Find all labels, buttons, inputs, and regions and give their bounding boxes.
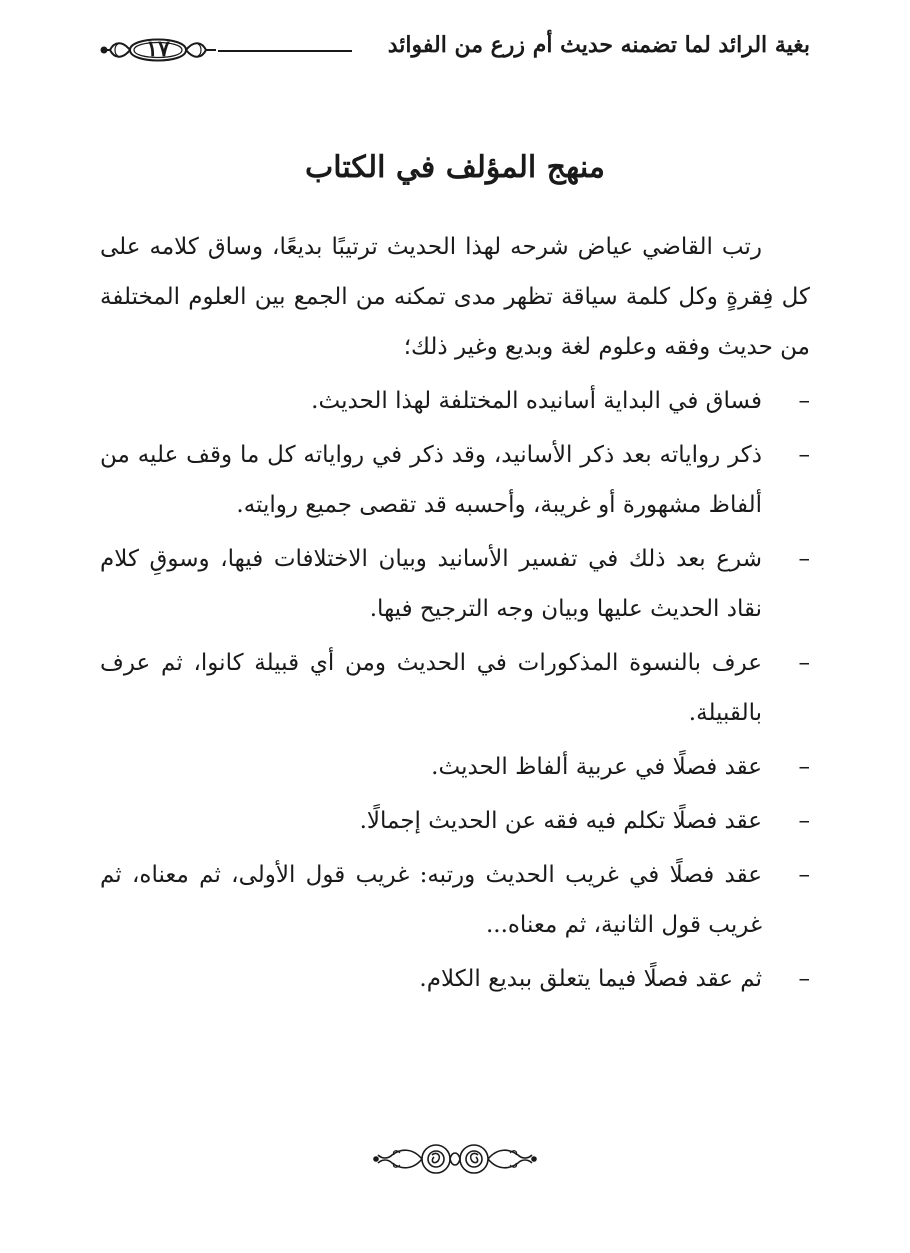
list-item-text: عقد فصلًا تكلم فيه فقه عن الحديث إجمالًا.	[359, 808, 762, 834]
bullet-dash: –	[798, 808, 810, 834]
list-item-text: ثم عقد فصلًا فيما يتعلق ببديع الكلام.	[419, 966, 762, 992]
list-item-text: فساق في البداية أسانيده المختلفة لهذا الحديث.	[311, 388, 762, 414]
list-item	[100, 796, 810, 846]
list-item	[100, 430, 810, 530]
list-item	[100, 638, 810, 738]
running-title: بغية الرائد لما تضمنه حديث أم زرع من الفوائد	[387, 32, 810, 58]
bullet-dash: –	[798, 650, 810, 676]
list-item	[100, 850, 810, 950]
bullet-dash: –	[798, 966, 810, 992]
bullet-dash: –	[798, 546, 810, 572]
running-header	[100, 30, 810, 70]
list-item-text: عقد فصلًا في عربية ألفاظ الحديث.	[431, 754, 762, 780]
list-item-text: ذكر رواياته بعد ذكر الأسانيد، وقد ذكر في رواياته كل ما وقف عليه من ألفاظ مشهورة أو غريبة، وأحسبه قد تقصى جميع روايته.	[100, 442, 762, 518]
list-item	[100, 376, 810, 426]
bullet-dash: –	[798, 754, 810, 780]
floral-ornament-icon	[370, 1129, 540, 1189]
chapter-title: منهج المؤلف في الكتاب	[305, 150, 605, 186]
scroll-frame-icon	[100, 30, 216, 70]
list-item-text: شرع بعد ذلك في تفسير الأسانيد وبيان الاختلافات فيها، وسوقِ كلام نقاد الحديث عليها وبيان وجه الترجيح فيها.	[100, 546, 762, 622]
intro-paragraph: رتب القاضي عياض شرحه لهذا الحديث ترتيبًا بديعًا، وساق كلامه على كل فِقرةٍ وكل كلمة سياقة تظهر مدى تمكنه من الجمع بين العلوم المختلفة من حديث وفقه وعلوم لغة وبديع وغير ذلك؛	[100, 234, 810, 360]
list-item	[100, 534, 810, 634]
list-item-text: عقد فصلًا في غريب الحديث ورتبه: غريب قول الأولى، ثم معناه، ثم غريب قول الثانية، ثم معناه...	[100, 862, 762, 938]
body-text	[100, 222, 810, 1004]
method-list	[100, 376, 810, 1004]
bullet-dash: –	[798, 388, 810, 414]
page-number: ١٧	[146, 36, 170, 62]
header-rule	[218, 50, 352, 52]
list-item	[100, 954, 810, 1004]
list-item-text: عرف بالنسوة المذكورات في الحديث ومن أي قبيلة كانوا، ثم عرف بالقبيلة.	[100, 650, 762, 726]
bullet-dash: –	[798, 442, 810, 468]
list-item	[100, 742, 810, 792]
bullet-dash: –	[798, 862, 810, 888]
